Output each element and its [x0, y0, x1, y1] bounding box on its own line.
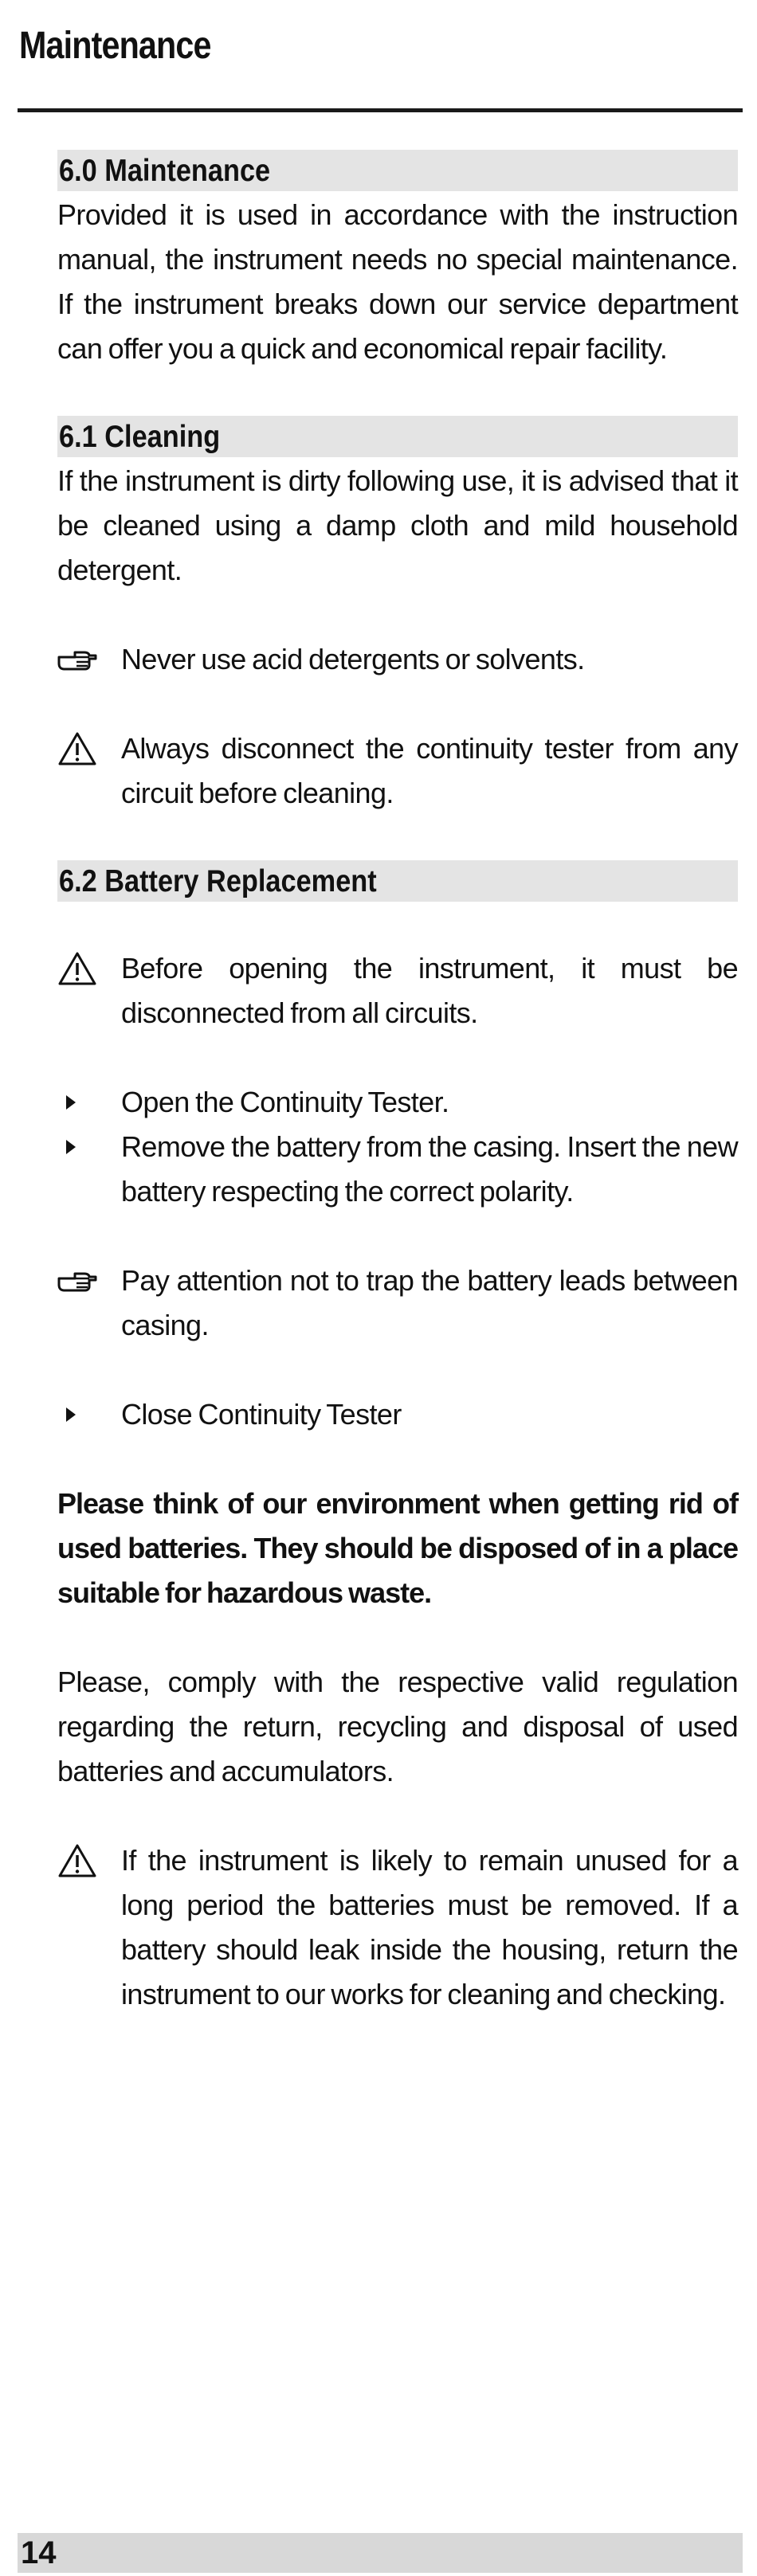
page-header-title: Maintenance	[19, 25, 211, 67]
battery-step-open	[57, 1080, 738, 1125]
cleaning-paragraph: If the instrument is dirty following use, it is advised that it be cleaned using a damp cloth and mild household detergent.	[57, 464, 738, 586]
battery-note-text: Pay attention not to trap the battery leads between casing.	[121, 1264, 738, 1341]
storage-warning	[57, 1838, 738, 2017]
triangle-bullet-icon	[57, 1080, 105, 1125]
battery-step-close-text: Close Continuity Tester	[121, 1398, 402, 1431]
environment-notice: Please think of our environment when getting rid of used batteries. They should be disposed of in a place suitable for hazardous waste.	[57, 1487, 738, 1609]
warning-triangle-icon	[57, 946, 105, 991]
pointing-hand-icon	[57, 1259, 105, 1303]
battery-step-open-text: Open the Continuity Tester.	[121, 1086, 449, 1118]
document-body	[57, 150, 738, 2017]
cleaning-warning-text: Always disconnect the continuity tester from any circuit before cleaning.	[121, 732, 738, 809]
battery-step-remove	[57, 1125, 738, 1214]
pointing-hand-icon	[57, 637, 105, 682]
cleaning-note-text: Never use acid detergents or solvents.	[121, 643, 585, 675]
battery-warning	[57, 946, 738, 1035]
battery-step-remove-text: Remove the battery from the casing. Insert the new battery respecting the correct polarity.	[121, 1130, 738, 1208]
page-number: 14	[21, 2535, 57, 2570]
storage-warning-text: If the instrument is likely to remain unused for a long period the batteries must be removed. If a battery should leak inside the housing, return the instrument to our works for cleaning and checking.	[121, 1844, 738, 2010]
battery-note	[57, 1259, 738, 1348]
cleaning-warning	[57, 726, 738, 816]
page-footer-bar	[18, 2533, 743, 2573]
warning-triangle-icon	[57, 726, 105, 771]
maintenance-paragraph: Provided it is used in accordance with the instruction manual, the instrument needs no special maintenance. If the instrument breaks down our service department can offer you a quick and economical repair facility.	[57, 198, 738, 365]
section-heading-battery-replacement: 6.2 Battery Replacement	[57, 860, 738, 902]
battery-step-close	[57, 1392, 738, 1437]
header-divider	[18, 108, 743, 112]
regulation-paragraph: Please, comply with the respective valid regulation regarding the return, recycling and disposal of used batteries and accumulators.	[57, 1666, 738, 1787]
triangle-bullet-icon	[57, 1125, 105, 1169]
warning-triangle-icon	[57, 1838, 105, 1883]
triangle-bullet-icon	[57, 1392, 105, 1437]
cleaning-note	[57, 637, 738, 682]
battery-warning-text: Before opening the instrument, it must be disconnected from all circuits.	[121, 952, 738, 1029]
section-heading-maintenance: 6.0 Maintenance	[57, 150, 738, 191]
section-heading-cleaning: 6.1 Cleaning	[57, 416, 738, 457]
